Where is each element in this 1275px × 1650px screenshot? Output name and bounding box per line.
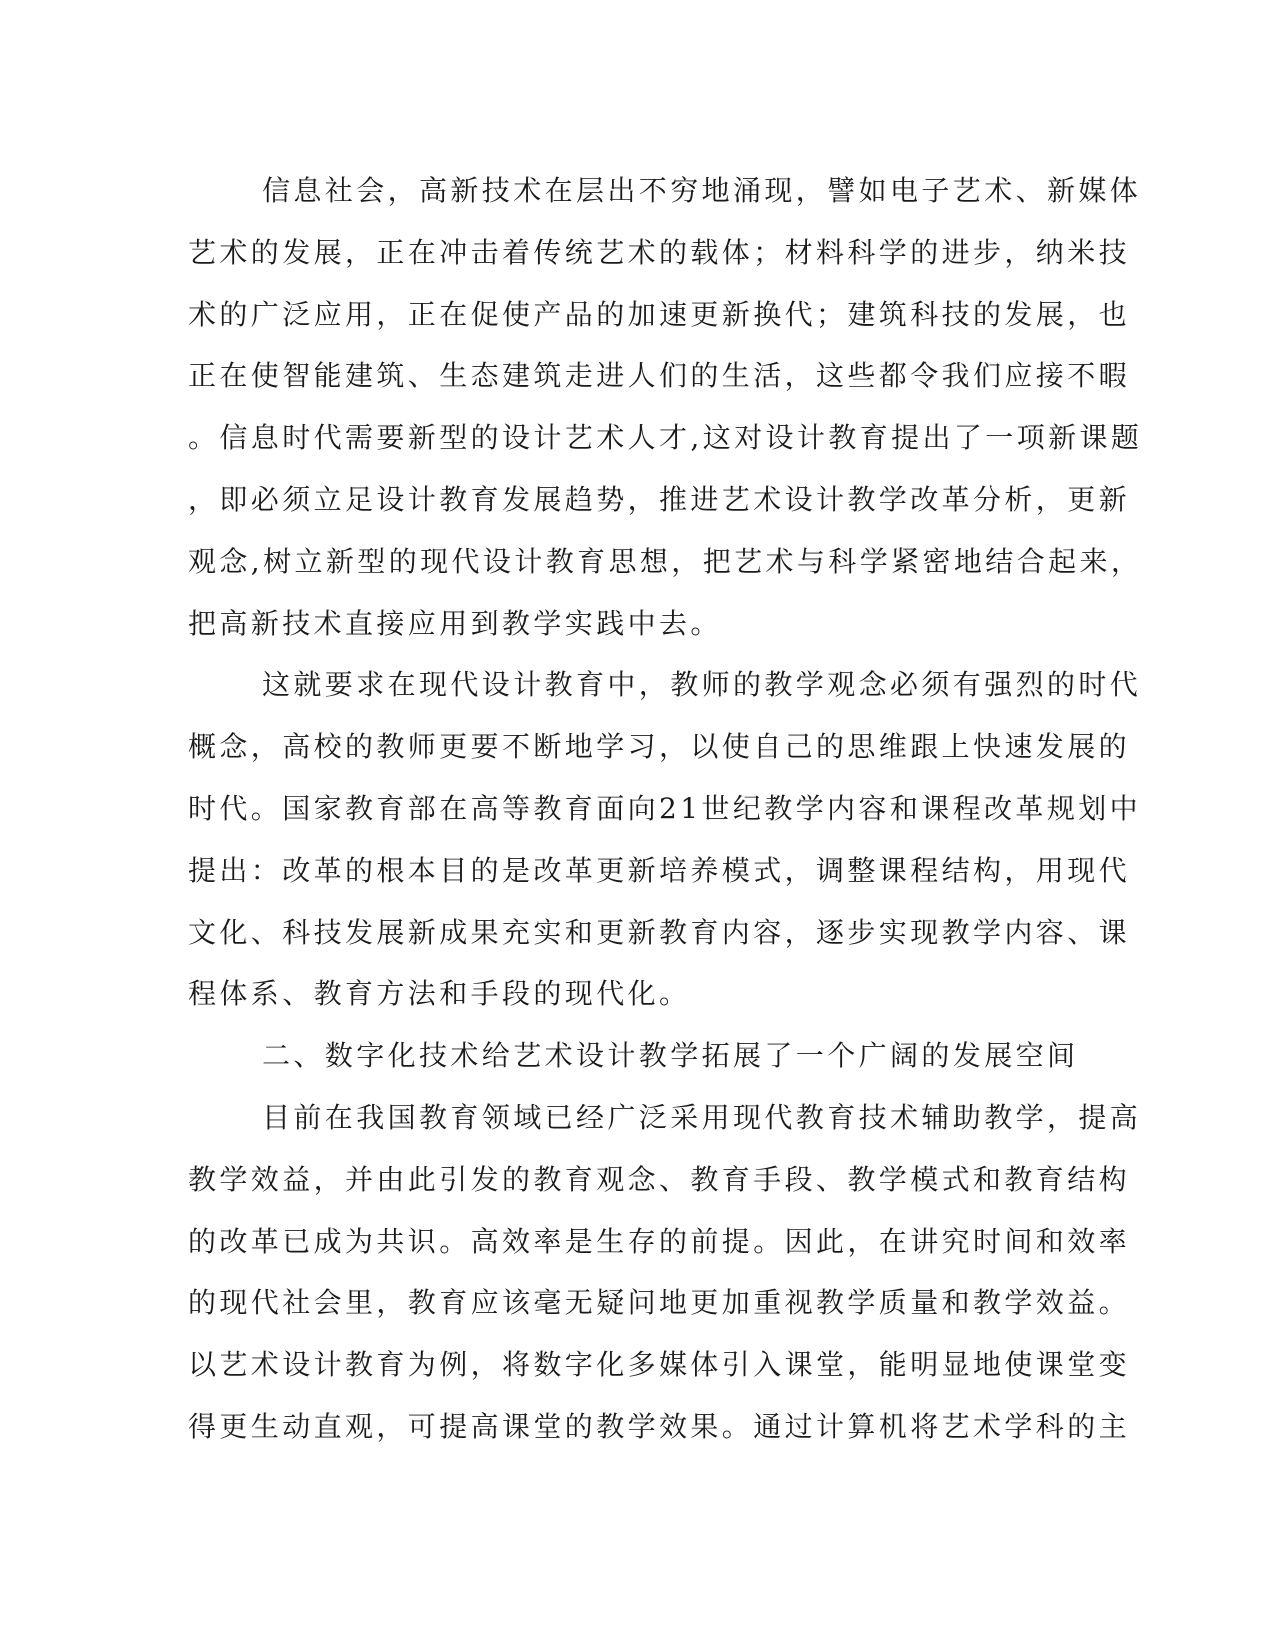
text-line: 以艺术设计教育为例，将数字化多媒体引入课堂，能明显地使课堂变 bbox=[188, 1348, 1131, 1382]
text-line: 的改革已成为共识。高效率是生存的前提。因此，在讲究时间和效率 bbox=[188, 1224, 1131, 1258]
text-line: 艺术的发展，正在冲击着传统艺术的载体；材料科学的进步，纳米技 bbox=[188, 235, 1131, 269]
body-text bbox=[188, 160, 1143, 1458]
text-line: 正在使智能建筑、生态建筑走进人们的生活，这些都令我们应接不暇 bbox=[188, 359, 1131, 393]
text-line: 的现代社会里，教育应该毫无疑问地更加重视教学质量和教学效益。 bbox=[188, 1286, 1131, 1320]
text-line: 文化、科技发展新成果充实和更新教育内容，逐步实现教学内容、课 bbox=[188, 915, 1131, 949]
section-heading: 二、数字化技术给艺术设计教学拓展了一个广阔的发展空间 bbox=[262, 1039, 1079, 1073]
text-line: ，即必须立足设计教育发展趋势，推进艺术设计教学改革分析，更新 bbox=[188, 482, 1131, 516]
text-line: 程体系、教育方法和手段的现代化。 bbox=[188, 977, 691, 1011]
text-line: 教学效益，并由此引发的教育观念、教育手段、教学模式和教育结构 bbox=[188, 1162, 1131, 1196]
text-line: 提出：改革的根本目的是改革更新培养模式，调整课程结构，用现代 bbox=[188, 853, 1131, 887]
text-line: 观念,树立新型的现代设计教育思想，把艺术与科学紧密地结合起来， bbox=[188, 544, 1143, 578]
text-line: 目前在我国教育领域已经广泛采用现代教育技术辅助教学，提高 bbox=[262, 1100, 1142, 1134]
text-line: 信息社会，高新技术在层出不穷地涌现，譬如电子艺术、新媒体 bbox=[262, 174, 1142, 207]
text-line: 。信息时代需要新型的设计艺术人才,这对设计教育提出了一项新课题 bbox=[188, 421, 1143, 455]
text-line: 术的广泛应用，正在促使产品的加速更新换代；建筑科技的发展，也 bbox=[188, 297, 1131, 331]
text-line: 概念，高校的教师更要不断地学习，以使自己的思维跟上快速发展的 bbox=[188, 730, 1131, 764]
text-line: 时代。国家教育部在高等教育面向21世纪教学内容和课程改革规划中 bbox=[188, 791, 1142, 825]
text-line: 把高新技术直接应用到教学实践中去。 bbox=[188, 606, 722, 640]
text-line: 得更生动直观，可提高课堂的教学效果。通过计算机将艺术学科的主 bbox=[188, 1409, 1131, 1443]
text-line: 这就要求在现代设计教育中，教师的教学观念必须有强烈的时代 bbox=[262, 668, 1142, 702]
